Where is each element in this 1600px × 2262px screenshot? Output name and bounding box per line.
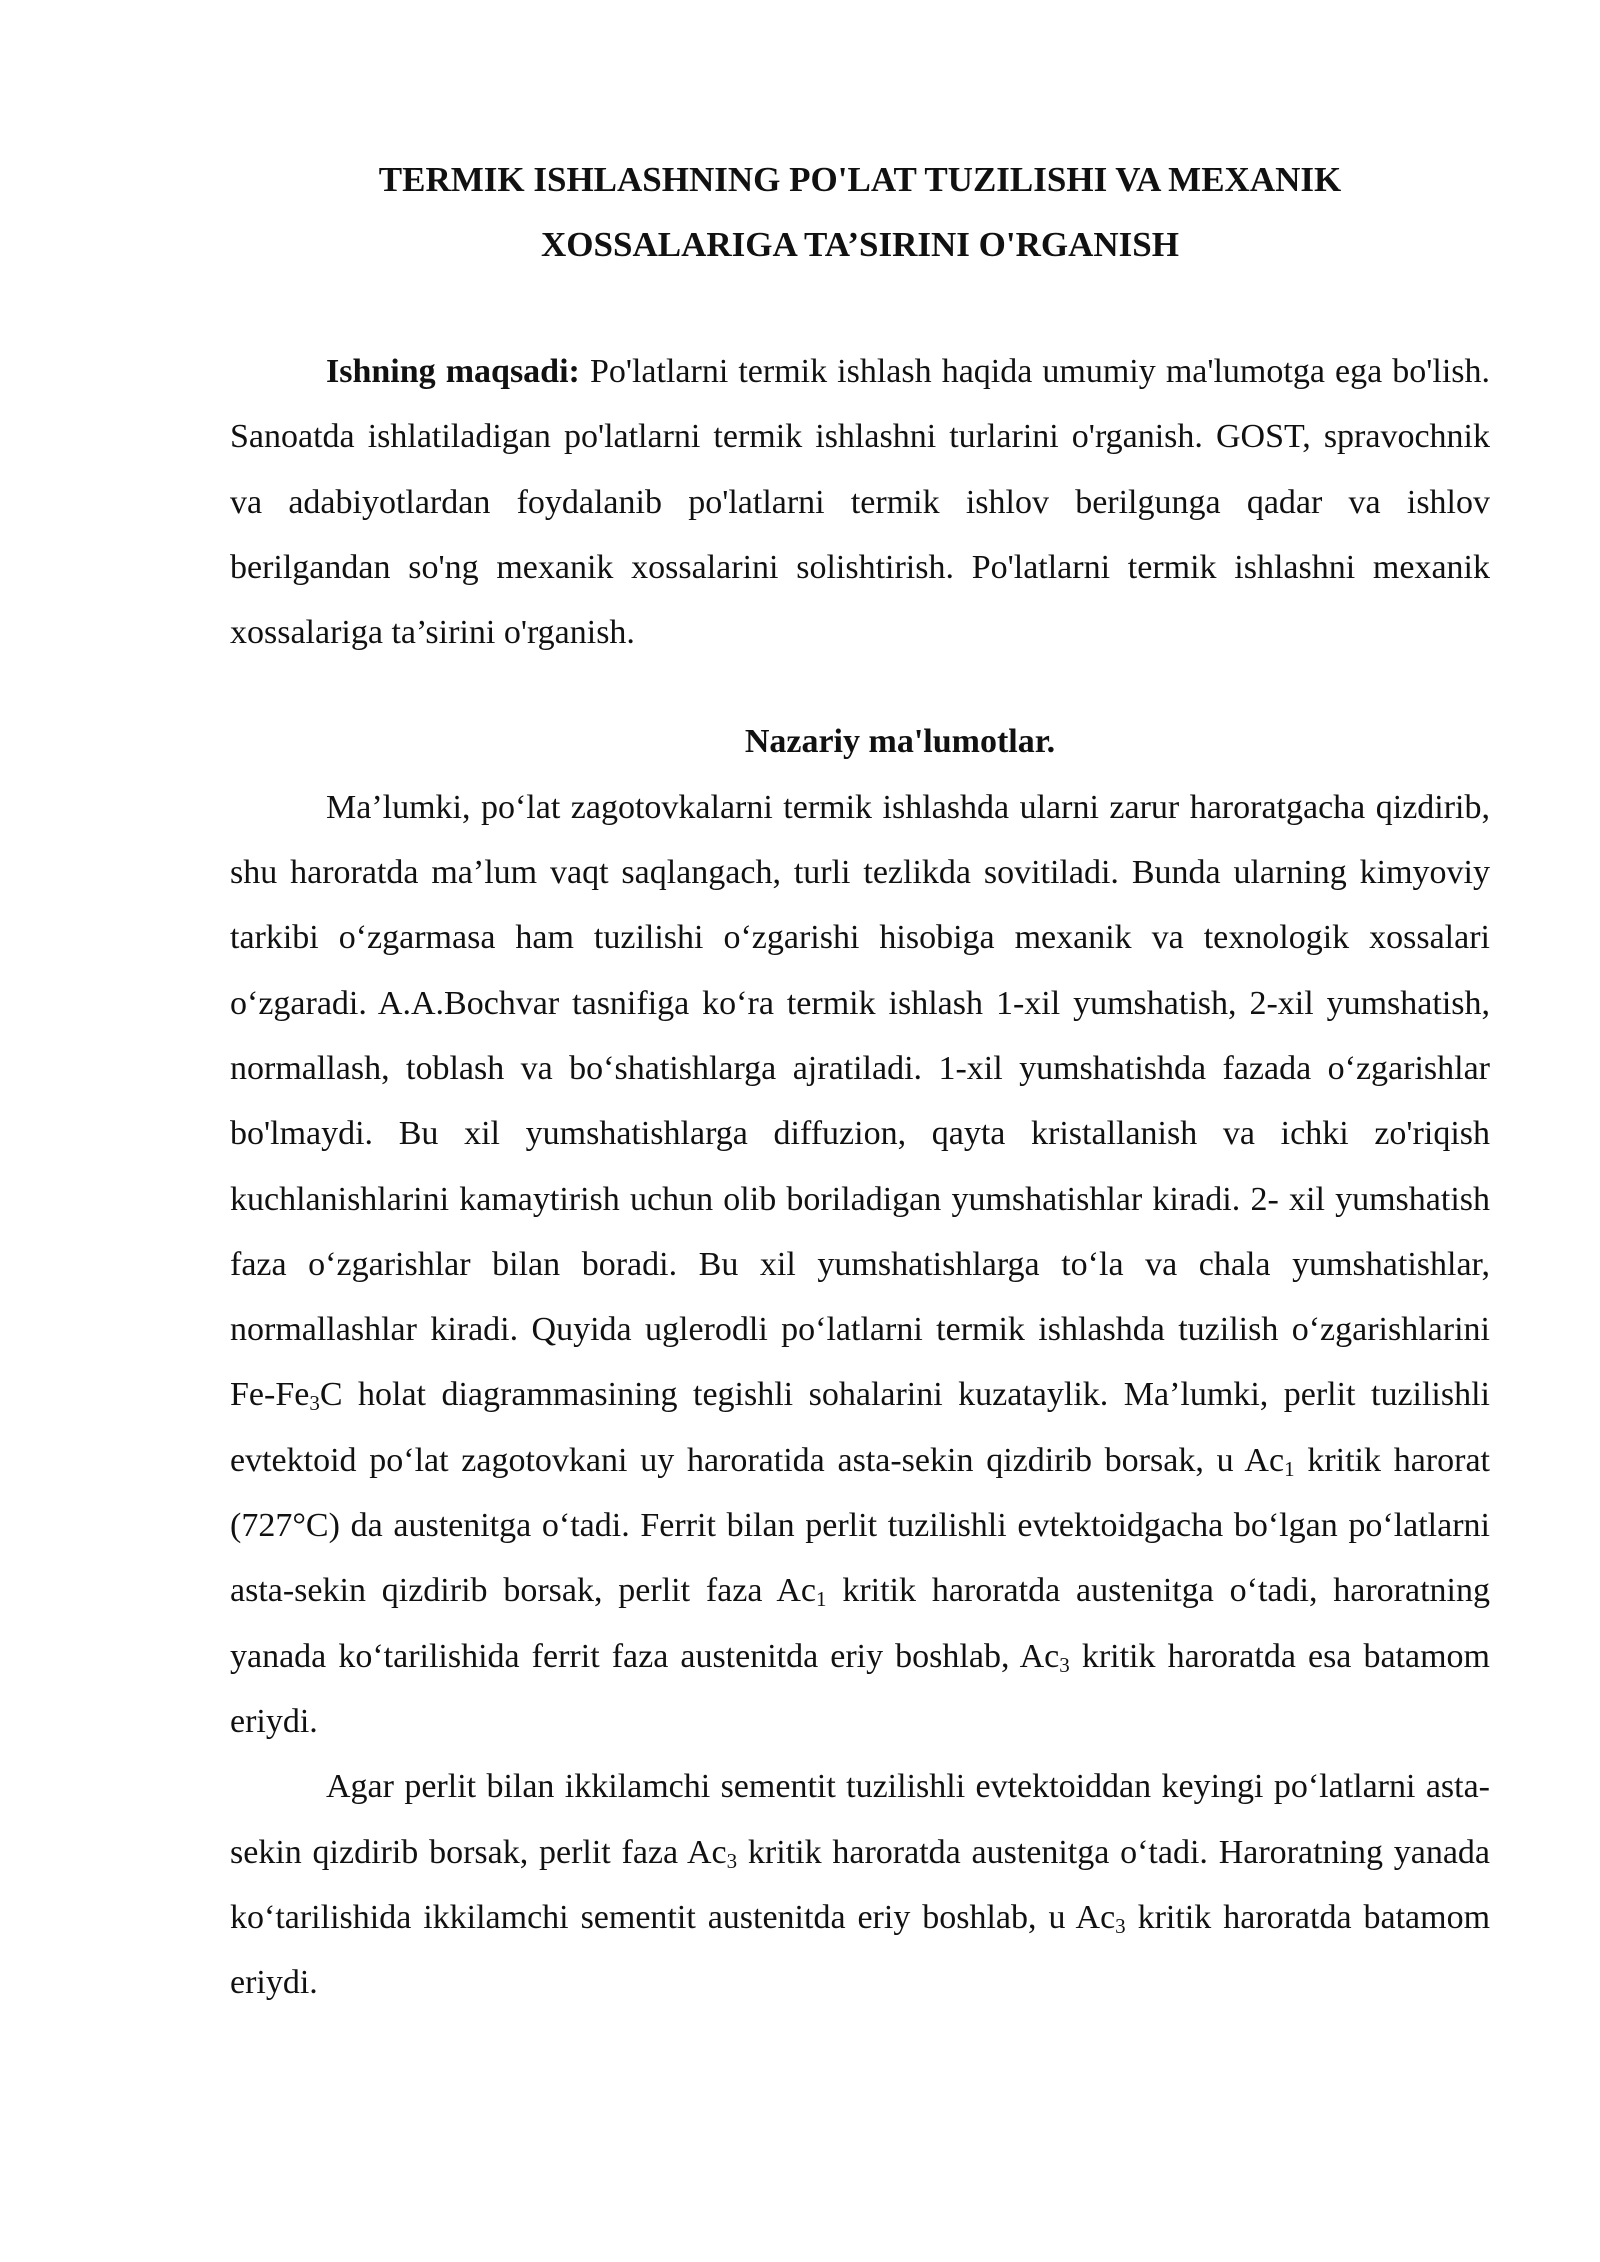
theory-p1-text-4: kritik haroratda austenitga o‘tadi, haroratning yanada ko‘tarilishida ferrit faza austenitda eriy boshlab, Ac bbox=[230, 1572, 1490, 1675]
subscript: 3 bbox=[1059, 1652, 1070, 1677]
subscript: 1 bbox=[1284, 1456, 1295, 1481]
title-line-1: TERMIK ISHLASHNING PO'LAT TUZILISHI VA MEXANIK bbox=[378, 160, 1342, 199]
theory-p1-text-1: Ma’lumki, po‘lat zagotovkalarni termik ishlashda ularni zarur haroratgacha qizdirib, shu haroratda ma’lum vaqt saqlangach, turli tezlikda sovitiladi. Bunda ularning kimyoviy tarkibi o‘zgarmasa ham tuzilishi o‘zgarishi hisobiga mexanik va texnologik xossalari o‘zgaradi. A.A.Bochvar tasnifiga ko‘ra termik ishlash 1-xil yumshatish, 2-xil yumshatish, normallash, toblash va bo‘shatishlarga ajratiladi. 1-xil yumshatishda fazada o‘zgarishlar bo'lmaydi. Bu xil yumshatishlarga diffuzion, qayta kristallanish va ichki zo'riqish kuchlanishlarini kamaytirish uchun olib boriladigan yumshatishlar kiradi. 2- xil yumshatish faza o‘zgarishlar bilan boradi. Bu xil yumshatishlarga to‘la va chala yumshatishlar, normallashlar kiradi. Quyida uglerodli po‘latlarni termik ishlashda tuzilish o‘zgarishlarini Fe-Fe bbox=[230, 788, 1490, 1414]
subscript: 3 bbox=[726, 1848, 738, 1873]
theory-paragraph-1 bbox=[230, 775, 1490, 1754]
title-line-2: XOSSALARIGA TA’SIRINI O'RGANISH bbox=[541, 225, 1179, 264]
aim-label: Ishning maqsadi: bbox=[326, 353, 580, 390]
section-heading-theory: Nazariy ma'lumotlar. bbox=[744, 723, 1056, 761]
subscript: 1 bbox=[816, 1587, 827, 1612]
document-body bbox=[230, 339, 1490, 2015]
theory-p1-text-5: kritik haroratda esa batamom eriydi. bbox=[230, 1637, 1490, 1740]
subscript: 3 bbox=[309, 1391, 320, 1416]
theory-p2-text-3: kritik haroratda batamom eriydi. bbox=[230, 1898, 1491, 2002]
subscript: 3 bbox=[1115, 1913, 1126, 1938]
aim-paragraph bbox=[230, 339, 1490, 665]
aim-text: Po'latlarni termik ishlash haqida umumiy ma'lumotga ega bo'lish. Sanoatda ishlatiladigan po'latlarni termik ishlashni turlarini o'rganish. GOST, spravochnik va adabiyotlardan foydalanib po'latlarni termik ishlov berilgunga qadar va ishlov berilgandan so'ng mexanik xossalarini solishtirish. Po'latlarni termik ishlashni mexanik xossalariga ta’sirini o'rganish. bbox=[230, 353, 1490, 652]
theory-p2-text-1: Agar perlit bilan ikkilamchi sementit tuzilishli evtektoiddan keyingi po‘latlarni asta-sekin qizdirib borsak, perlit faza Ac bbox=[230, 1768, 1490, 1871]
theory-p2-text-2: kritik haroratda austenitga o‘tadi. Haroratning yanada ko‘tarilishida ikkilamchi sementit austenitda eriy boshlab, u Ac bbox=[230, 1833, 1491, 1936]
document-title bbox=[230, 147, 1490, 277]
theory-p1-text-2: C holat diagrammasining tegishli sohalarini kuzataylik. Ma’lumki, perlit tuzilishli evtektoid po‘lat zagotovkani uy haroratida asta-sekin qizdirib borsak, u Ac bbox=[230, 1376, 1490, 1479]
theory-p1-text-3: kritik harorat (727°C) da austenitga o‘tadi. Ferrit bilan perlit tuzilishli evtektoidgacha bo‘lgan po‘latlarni asta-sekin qizdirib borsak, perlit faza Ac bbox=[230, 1441, 1490, 1610]
theory-paragraph-2 bbox=[230, 1754, 1490, 2015]
